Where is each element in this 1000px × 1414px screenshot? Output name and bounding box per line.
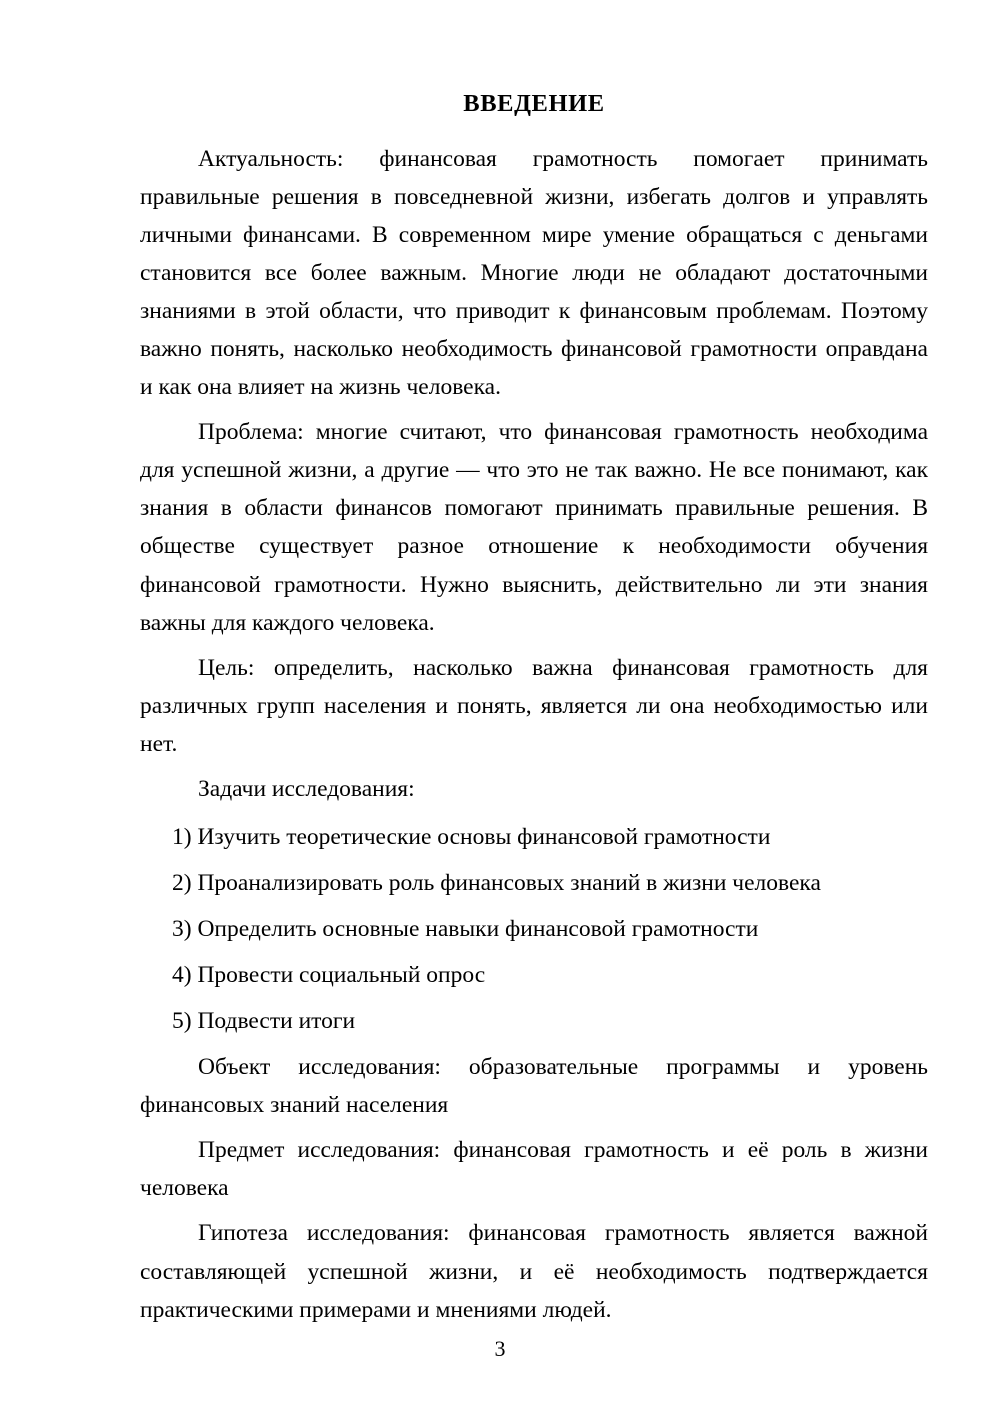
list-item: 4) Провести социальный опрос	[172, 962, 486, 989]
paragraph-hypothesis: Гипотеза исследования: финансовая грамотность является важной составляющей успешной жизни, и её необходимость подтверждается практическими примерами и мнениями людей.	[140, 1220, 928, 1323]
paragraph-object: Объект исследования: образовательные программы и уровень финансовых знаний населения	[140, 1054, 928, 1119]
list-item: 5) Подвести итоги	[172, 1008, 356, 1035]
list-item: 2) Проанализировать роль финансовых знаний в жизни человека	[172, 869, 821, 896]
list-item: 3) Определить основные навыки финансовой грамотности	[172, 916, 759, 943]
list-item: 1) Изучить теоретические основы финансовой грамотности	[172, 823, 771, 850]
paragraph-goal: Цель: определить, насколько важна финансовая грамотность для различных групп населения и понять, является ли она необходимостью или нет.	[140, 654, 928, 757]
paragraph-subject: Предмет исследования: финансовая грамотность и её роль в жизни человека	[140, 1137, 928, 1202]
paragraph-relevance: Актуальность: финансовая грамотность помогает принимать правильные решения в повседневной жизни, избегать долгов и управлять личными финансами. В современном мире умение обращаться с деньгами становится все более важным. Многие люди не обладают достаточными знаниями в этой области, что приводит к финансовым проблемам. Поэтому важно понять, насколько необходимость финансовой грамотности оправдана и как она влияет на жизнь человека.	[140, 145, 928, 401]
tasks-heading: Задачи исследования:	[198, 775, 415, 802]
page-number: 3	[494, 1336, 506, 1361]
page-title: ВВЕДЕНИЕ	[463, 90, 605, 117]
paragraph-problem: Проблема: многие считают, что финансовая грамотность необходима для успешной жизни, а другие — что это не так важно. Не все понимают, как знания в области финансов помогают принимать правильные решения. В обществе существует разное отношение к необходимости обучения финансовой грамотности. Нужно выяснить, действительно ли эти знания важны для каждого человека.	[140, 419, 928, 636]
